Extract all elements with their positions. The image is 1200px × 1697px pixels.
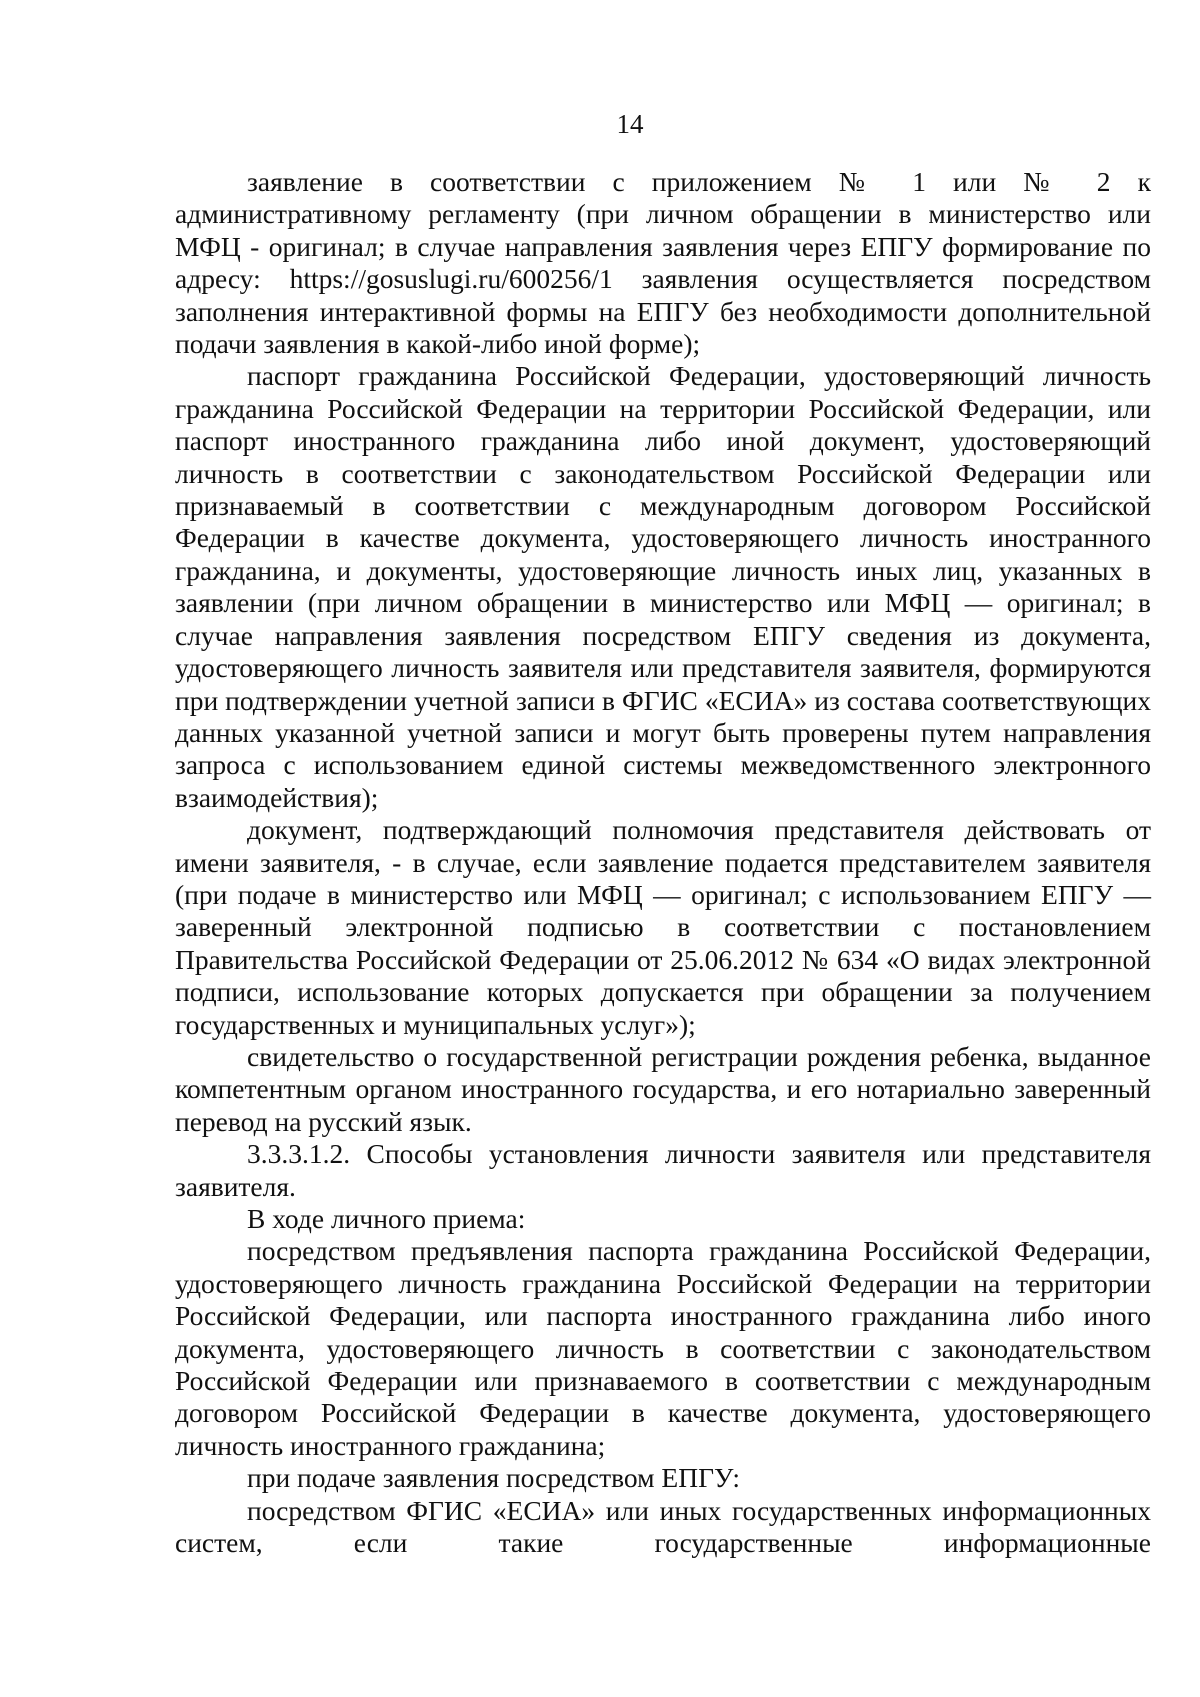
- paragraph-birth-certificate: свидетельство о государственной регистрации рождения ребенка, выданное компетентным органом иностранного государства, и его нотариально заверенный перевод на русский язык.: [175, 1040, 1151, 1137]
- document-body: [175, 166, 1151, 1559]
- paragraph-section-heading: 3.3.3.1.2. Способы установления личности заявителя или представителя заявителя.: [175, 1138, 1151, 1202]
- paragraph-personal-reception: В ходе личного приема:: [247, 1203, 526, 1234]
- paragraph-passport: паспорт гражданина Российской Федерации, удостоверяющий личность гражданина Российской Федерации на территории Российской Федерации, или паспорт иностранного гражданина либо иной документ, удостоверяющий личность в соответствии с законодательством Российской Федерации или признаваемый в соответствии с международным договором Российской Федерации в качестве документа, удостоверяющего личность иностранного гражданина, и документы, удостоверяющие личность иных лиц, указанных в заявлении (при личном обращении в министерство или МФЦ — оригинал; в случае направления заявления посредством ЕПГУ сведения из документа, удостоверяющего личность заявителя или представителя заявителя, формируются при подтверждении учетной записи в ФГИС «ЕСИА» из состава соответствующих данных указанной учетной записи и могут быть проверены путем направления запроса с использованием единой системы межведомственного электронного взаимодействия);: [175, 360, 1151, 813]
- paragraph-application-form: заявление в соответствии с приложением № 1 или № 2 к административному регламенту (при личном обращении в министерство или МФЦ - оригинал; в случае направления заявления через ЕПГУ формирование по адресу: https://gosuslugi.ru/600256/1 заявления осуществляется посредством заполнения интерактивной формы на ЕПГУ без необходимости дополнительной подачи заявления в какой-либо иной форме);: [175, 166, 1151, 360]
- paragraph-epgu-submission: при подаче заявления посредством ЕПГУ:: [247, 1462, 741, 1494]
- paragraph-esia-systems: посредством ФГИС «ЕСИА» или иных государственных информационных систем, если такие государственные информационные: [175, 1494, 1151, 1559]
- paragraph-representative-authority: документ, подтверждающий полномочия представителя действовать от имени заявителя, - в случае, если заявление подается представителем заявителя (при подаче в министерство или МФЦ — оригинал; с использованием ЕПГУ — заверенный электронной подписью в соответствии с постановлением Правительства Российской Федерации от 25.06.2012 № 634 «О видах электронной подписи, использование которых допускается при обращении за получением государственных и муниципальных услуг»);: [175, 814, 1151, 1040]
- paragraph-passport-presentation: посредством предъявления паспорта гражданина Российской Федерации, удостоверяющего личность гражданина Российской Федерации на территории Российской Федерации, или паспорта иностранного гражданина либо иного документа, удостоверяющего личность в соответствии с законодательством Российской Федерации или признаваемого в соответствии с международным договором Российской Федерации в качестве документа, удостоверяющего личность иностранного гражданина;: [175, 1235, 1151, 1461]
- page-number: 14: [616, 109, 644, 139]
